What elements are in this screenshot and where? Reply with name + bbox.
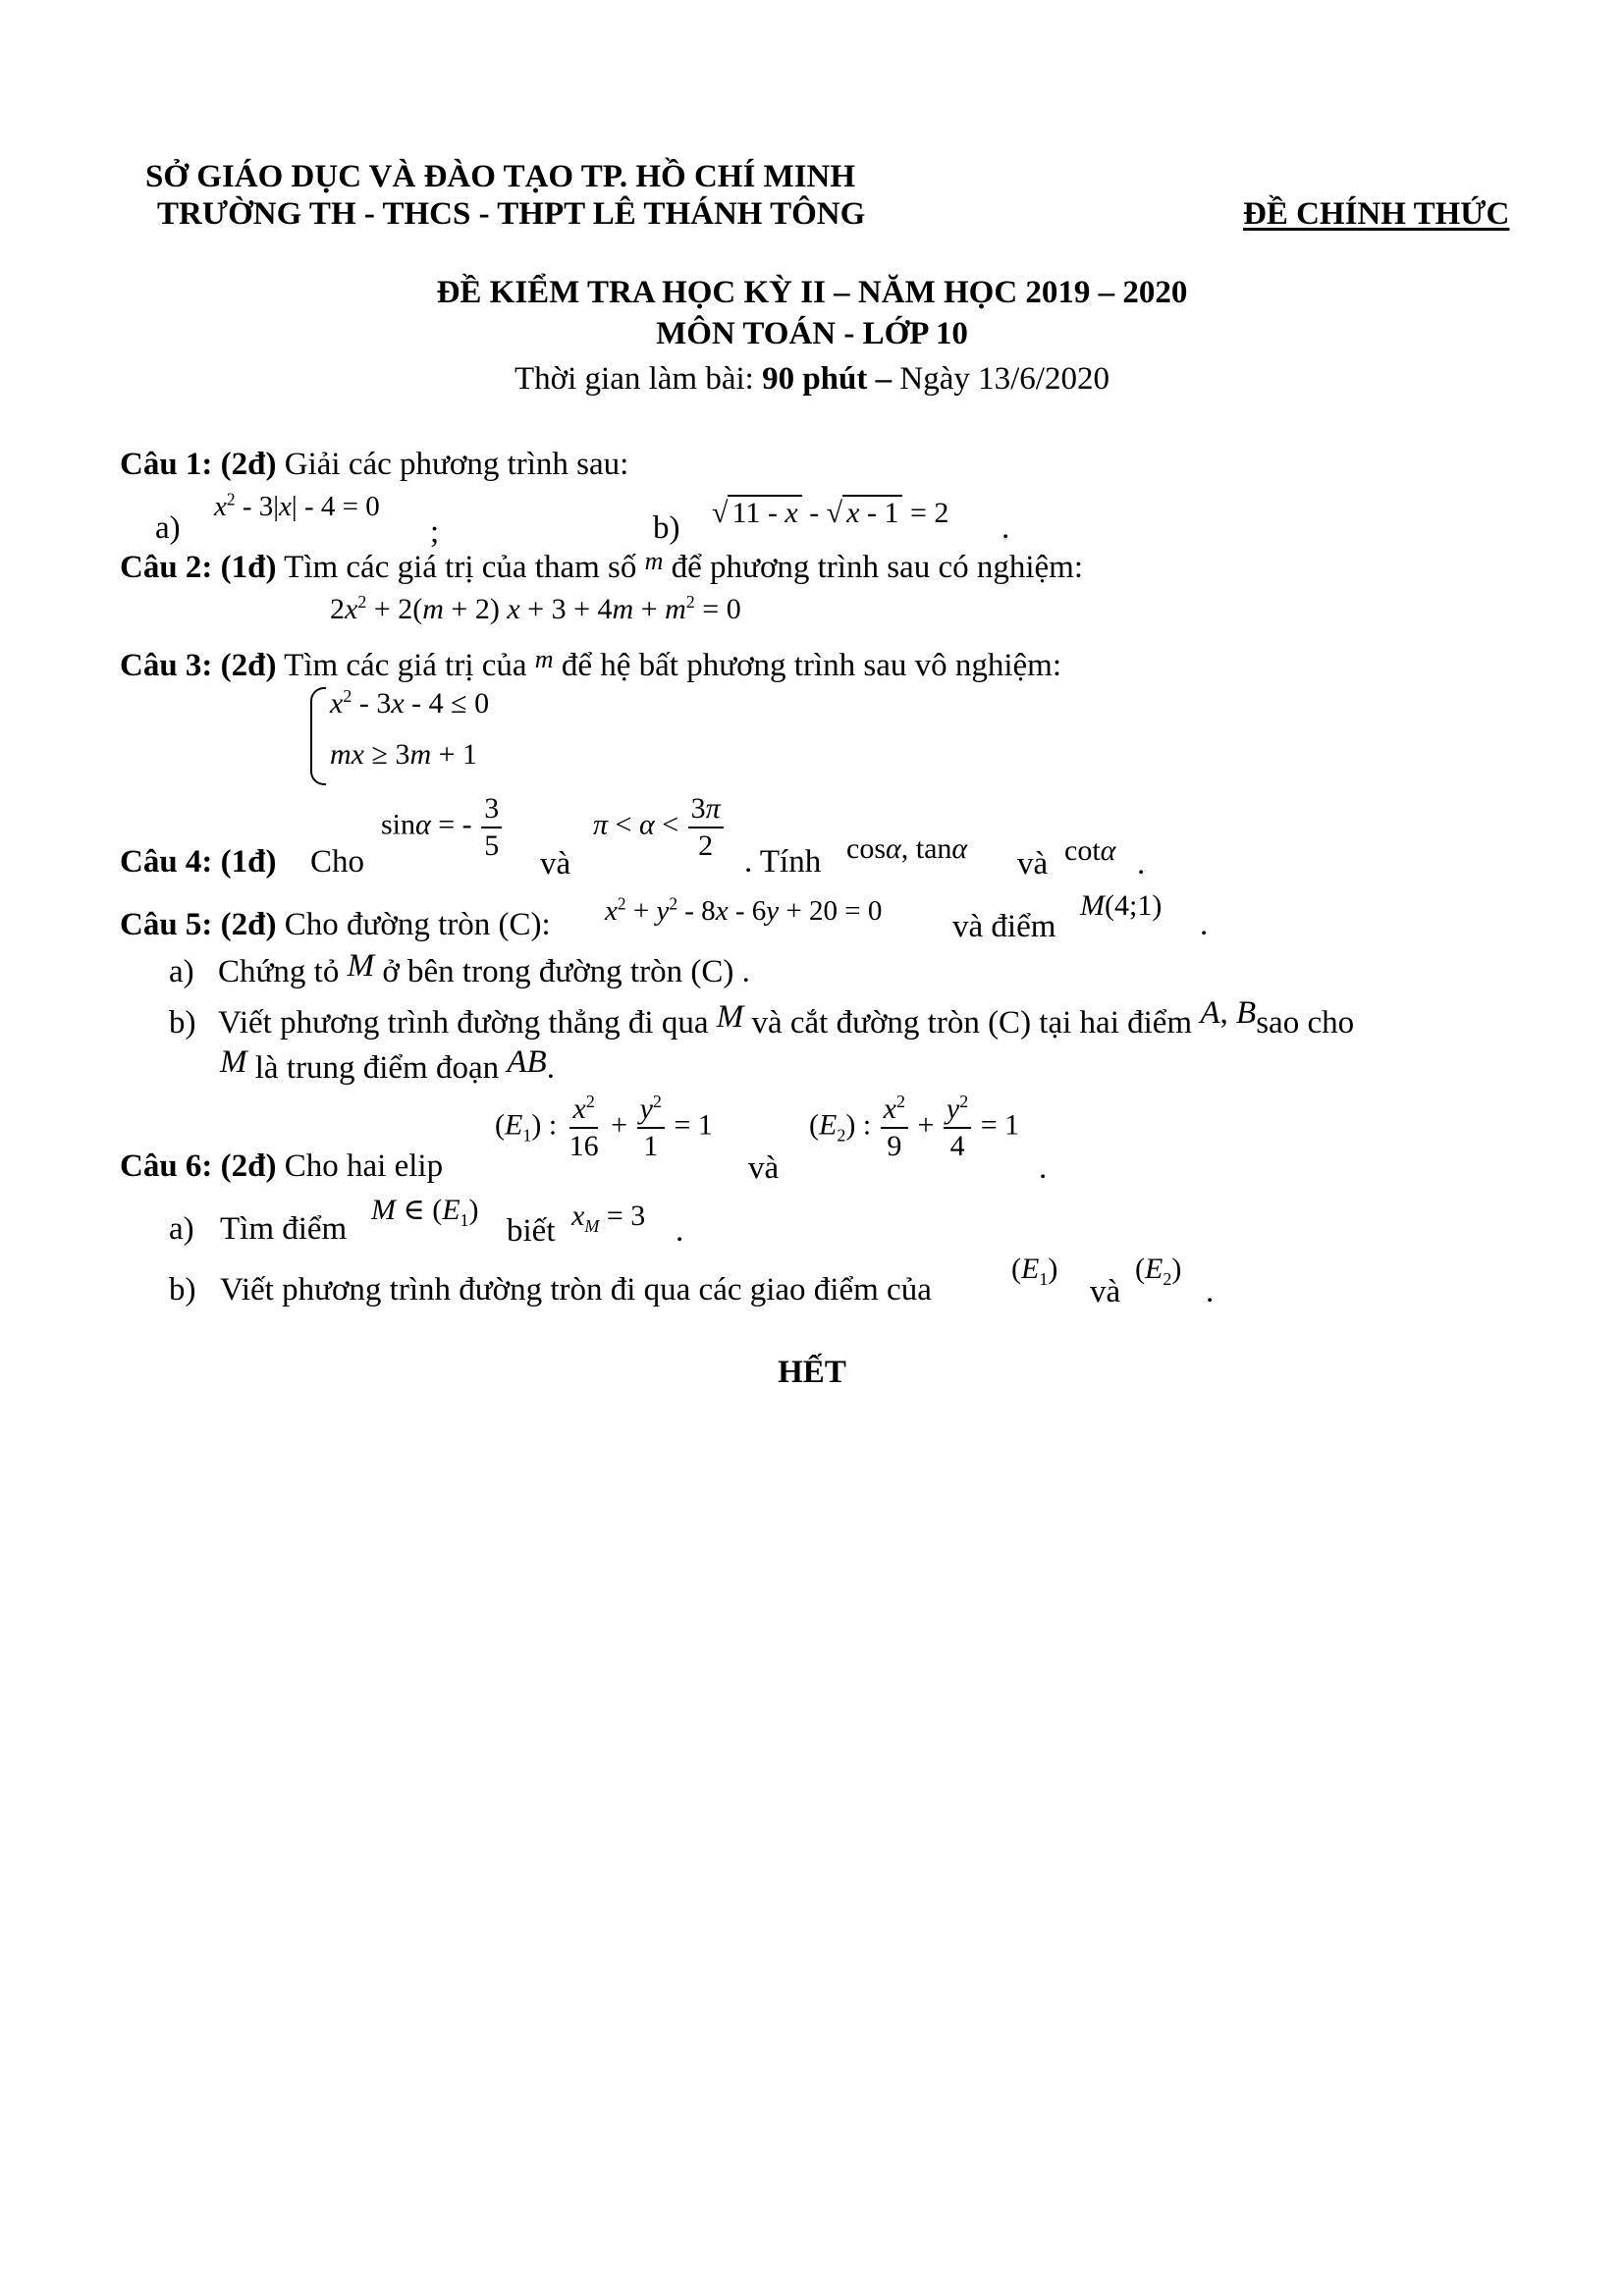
question-2-text: Tìm các giá trị của tham số [276,550,645,585]
exam-title: ĐỀ KIỂM TRA HỌC KỲ II – NĂM HỌC 2019 – 2020 [436,275,1188,310]
q6-b-E1: $(E_1)$ [1011,1253,1058,1289]
question-6-text: Cho hai elip [276,1148,444,1184]
time-line [0,361,1624,399]
q5-a-text-start: Chứng tỏ [218,954,348,989]
q6-a-membership: M ∈ $(E_1)$ [371,1194,479,1230]
q4-interval: π < α < $\frac{3\pi}{2}$ [593,793,726,861]
q6-a-label: a) [169,1211,194,1247]
q6-va: và [748,1150,780,1186]
q5-b-text-end: sao cho [1256,1005,1355,1041]
department-name: SỞ GIÁO DỤC VÀ ĐÀO TẠO TP. HỒ CHÍ MINH [145,159,856,194]
param-m: m [644,547,664,575]
param-m: m [534,645,554,673]
q1-b-tail: . [1001,510,1010,546]
question-3-text: Tìm các giá trị của [276,648,535,683]
time-prefix: Thời gian làm bài: [514,361,763,397]
question-6-label: Câu 6: (2đ) [120,1148,277,1184]
q1-b-label: b) [653,510,680,546]
points-AB: A, B [1200,995,1257,1031]
q4-cho: Cho [310,844,365,880]
question-5 [120,907,551,944]
point-M: M [347,948,375,984]
q1-b-equation: √ 11 - x - √ x - 1 = 2 [712,497,949,529]
q4-sin-given: sinα = - $\frac{3}{5}$ [381,793,504,861]
system-brace [310,687,326,785]
q4-tail: . [1137,846,1146,881]
question-3 [120,645,1061,685]
q5-b-text-line2 [220,1044,555,1088]
q5-b-text-start: Viết phương trình đường thẳng đi qua [218,1005,717,1041]
q4-va2: và [1017,846,1049,881]
q6-a-text: Tìm điểm [220,1211,348,1247]
question-2-label: Câu 2: (1đ) [120,550,277,585]
question-2 [120,547,1084,587]
q3-inequality-1: $x^2 - 3x - 4 \le 0$ [330,686,490,720]
point-M: M [220,1044,247,1080]
q6-b-E2: $(E_2)$ [1135,1253,1182,1289]
question-4-label: Câu 4: (1đ) [120,844,277,880]
time-duration: 90 phút – [762,361,893,397]
question-1 [120,447,628,484]
q4-cos-tan: cosα, tanα [846,832,968,865]
q4-tinh: . Tính [744,844,822,880]
q6-a-condition: $x_M = 3$ [571,1200,646,1236]
q5-b-text-mid: và cắt đường tròn (C) tại hai điểm [743,1005,1201,1041]
q5-point-M: M(4;1) [1080,889,1163,922]
q1-a-tail: ; [430,514,440,550]
q6-a-biet: biết [507,1213,556,1249]
q5-b-text-midpoint: là trung điểm đoạn [246,1050,508,1086]
q6-b-va: và [1090,1274,1121,1309]
q2-equation: $2x^2 + 2(m + 2) x + 3 + 4m + m^2 = 0$ [330,592,741,625]
q5-b-text [218,995,1355,1042]
exam-date: Ngày 13/6/2020 [892,361,1110,397]
q5-b-tail: . [546,1050,555,1086]
q6-a-tail: . [676,1213,684,1249]
ellipse-E1-equation: $(E_1)$ : $\frac{x^2}{16}$ + $\frac{y^2}{1}$ = 1 [495,1092,713,1162]
q5-tail: . [1200,907,1209,942]
q1-a-label: a) [155,510,181,546]
q4-cot: cotα [1064,834,1116,867]
q4-va: và [540,846,571,881]
question-5-label: Câu 5: (2đ) [120,907,277,942]
end-marker: HẾT [778,1355,846,1390]
q5-a-text [218,948,750,991]
q6-b-label: b) [169,1272,196,1308]
point-M: M [716,999,744,1035]
subject-title: MÔN TOÁN - LỚP 10 [656,316,968,351]
segment-AB: AB [507,1044,547,1080]
q5-b-label: b) [169,1005,196,1041]
q5-va-diem: và điểm [952,909,1056,944]
school-name: TRƯỜNG TH - THCS - THPT LÊ THÁNH TÔNG [157,196,866,232]
question-1-text: Giải các phương trình sau: [276,447,629,482]
q6-b-text: Viết phương trình đường tròn đi qua các giao điểm của [220,1272,932,1308]
q5-a-text-end: ở bên trong đường tròn (C) . [374,954,750,989]
question-3-label: Câu 3: (2đ) [120,648,277,683]
q1-a-equation: $x^2 - 3|x| - 4 = 0$ [214,489,380,522]
q5-circle-equation: $x^2 + y^2 - 8x - 6y + 20 = 0$ [605,893,883,927]
q3-inequality-2: mx ≥ 3m + 1 [330,738,478,771]
question-6 [120,1148,443,1186]
question-3-text-end: để hệ bất phương trình sau vô nghiệm: [553,648,1061,683]
q5-a-label: a) [169,954,194,989]
question-5-text: Cho đường tròn (C): [276,907,551,942]
official-label: ĐỀ CHÍNH THỨC [1243,196,1510,232]
q6-tail: . [1039,1150,1048,1186]
q6-b-tail: . [1206,1274,1215,1309]
question-2-text-end: để phương trình sau có nghiệm: [663,550,1084,585]
question-1-label: Câu 1: (2đ) [120,447,277,482]
ellipse-E2-equation: $(E_2)$ : $\frac{x^2}{9}$ + $\frac{y^2}{4}$ = 1 [809,1092,1020,1162]
